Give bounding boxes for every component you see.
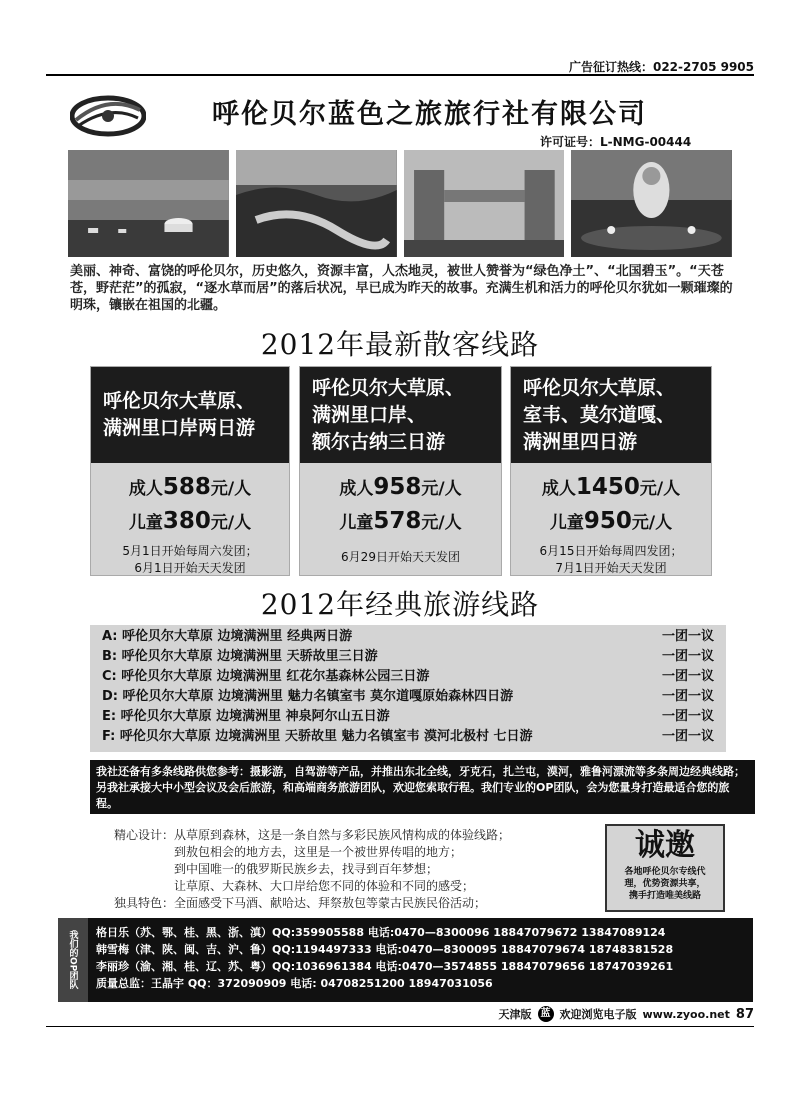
river-forest-photo (236, 150, 397, 257)
design-features: 精心设计： 从草原到森林，这是一条自然与多彩民族风情构成的体验线路； 到敖包相会的地方去，这里是一个被世界传唱的地方； 到中国唯一的俄罗斯民族乡去，找寻到百年梦想； 让草原、大森林、大口岸给您不同的体验和不同的感受； 独具特色： 全面感受下马酒、献哈达、拜祭敖包等蒙古民族民俗活动； (113, 828, 511, 910)
route-card-two-day (90, 366, 290, 576)
more-routes-notice: 我社还备有多条线路供您参考：摄影游，自驾游等产品，并推出东北全线，牙克石，扎兰屯，漠河，雅鲁河漂流等多条周边经典线路；另我社承接大中小型会议及会后旅游，和高端商务旅游团队，欢迎您索取行程。我们专业的OP团队，会为您量身打造最适合您的旅程。 (90, 760, 755, 814)
list-item: A: 呼伦贝尔大草原 边境满洲里 经典两日游 一团一议 (102, 629, 714, 644)
route-schedule: 5月1日开始每周六发团； 6月1日开始天天发团 (122, 544, 258, 575)
op-team-contacts (58, 918, 753, 1002)
latest-routes-title: 2012年最新散客线路 (260, 328, 540, 361)
list-item: B: 呼伦贝尔大草原 边境满洲里 天骄故里三日游 一团一议 (102, 649, 714, 664)
agent-invitation-box: 诚邀 各地呼伦贝尔专线代 理，优势资源共享， 携手打造唯美线路 (605, 824, 725, 912)
list-item: D: 呼伦贝尔大草原 边境满洲里 魅力名镇室韦 莫尔道嘎原始森林四日游 一团一议 (102, 689, 714, 704)
contact-row: 质量总监：王晶宇 QQ：372090909 电话: 04708251200 18947031056 (96, 977, 493, 990)
ad-hotline: 广告征订热线：022-2705 9905 (568, 60, 754, 74)
op-team-label: 我们的OP团队 (58, 918, 88, 1002)
route-schedule: 6月29日开始天天发团 (341, 550, 460, 564)
intro-paragraph: 美丽、神奇、富饶的呼伦贝尔，历史悠久，资源丰富，人杰地灵，被世人赞誉为“绿色净土”、“北国碧玉”。“天苍苍，野茫茫”的孤寂，“逐水草而居”的落后状况，早已成为昨天的故事。充满生机和活力的呼伦贝尔犹如一颗璀璨的明珠，镶嵌在祖国的北疆。 (70, 264, 733, 313)
classic-routes-title: 2012年经典旅游线路 (260, 588, 540, 621)
photo-strip (68, 150, 732, 257)
classic-routes-list (90, 625, 726, 752)
route-price: 成人1450元/人 儿童950元/人 (541, 474, 681, 534)
contact-row: 格日乐（苏、鄂、桂、黑、浙、滇）QQ:359905588 电话:0470—8300096 18847079672 13847089124 (96, 926, 666, 939)
matryoshka-square-photo (571, 150, 732, 257)
list-item: E: 呼伦贝尔大草原 边境满洲里 神泉阿尔山五日游 一团一议 (102, 709, 714, 724)
contact-row: 韩雪梅（津、陕、闽、吉、沪、鲁）QQ:1194497333 电话:0470—8300095 18847079674 18748381528 (96, 943, 674, 956)
company-logo (70, 90, 146, 142)
border-gate-photo (404, 150, 565, 257)
grassland-yurt-photo (68, 150, 229, 257)
route-price: 成人958元/人 儿童578元/人 (339, 474, 462, 534)
route-schedule: 6月15日开始每周四发团； 7月1日开始天天发团 (539, 544, 683, 575)
top-rule (46, 74, 754, 76)
route-title: 呼伦贝尔大草原、 室韦、莫尔道嘎、 满洲里四日游 (511, 367, 711, 463)
bottom-rule (46, 1026, 754, 1027)
license-number: 许可证号：L-NMG-00444 (540, 135, 692, 149)
website-link[interactable]: www.zyoo.net (642, 1007, 730, 1021)
footer-slogan: 欢迎浏览电子版 (559, 1008, 637, 1021)
route-price: 成人588元/人 儿童380元/人 (128, 474, 252, 534)
page-number: 87 (735, 1006, 754, 1022)
list-item: C: 呼伦贝尔大草原 边境满洲里 红花尔基森林公园三日游 一团一议 (102, 669, 714, 684)
contact-row: 李丽珍（渝、湘、桂、辽、苏、粤）QQ:1036961384 电话:0470—3574855 18847079656 18747039261 (96, 960, 674, 973)
company-name: 呼伦贝尔蓝色之旅旅行社有限公司 (212, 99, 647, 130)
route-title: 呼伦贝尔大草原、 满洲里口岸、 额尔古纳三日游 (300, 367, 501, 463)
route-card-four-day (510, 366, 712, 576)
edition-badge-icon: 蓝 (538, 1006, 554, 1022)
list-item: F: 呼伦贝尔大草原 边境满洲里 天骄故里 魅力名镇室韦 漠河北极村 七日游 一团一议 (102, 729, 714, 744)
edition-label: 天津版 (498, 1008, 532, 1021)
route-card-three-day (299, 366, 502, 576)
page-footer (499, 1006, 754, 1022)
route-title: 呼伦贝尔大草原、 满洲里口岸两日游 (91, 367, 289, 463)
